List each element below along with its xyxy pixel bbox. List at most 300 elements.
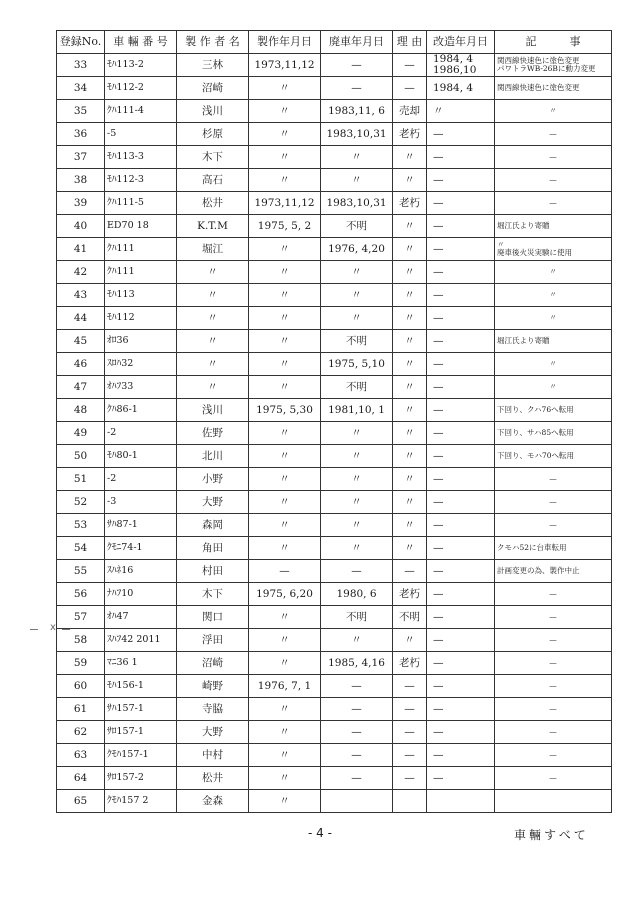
scrap-reason: 〃 bbox=[393, 514, 427, 537]
car-number: ｻﾛ157-1 bbox=[105, 721, 177, 744]
note: 廃車後火災実験に使用 bbox=[497, 248, 572, 258]
rebuild-date: — bbox=[433, 656, 444, 669]
scrap-reason: — bbox=[393, 675, 427, 698]
car-number: ｸﾊ86-1 bbox=[105, 399, 177, 422]
car-number: ﾏﾆ36 1 bbox=[105, 652, 177, 675]
rebuild-date-cell bbox=[427, 284, 495, 307]
table-body bbox=[57, 54, 612, 813]
rebuild-date: — bbox=[433, 564, 444, 577]
note-cell bbox=[495, 284, 612, 307]
margin-dash bbox=[30, 629, 38, 630]
scrap-date: 1975, 5,10 bbox=[321, 353, 393, 376]
build-date: 〃 bbox=[249, 698, 321, 721]
rebuild-date-cell bbox=[427, 790, 495, 813]
build-date: 〃 bbox=[249, 652, 321, 675]
header-car-number: 車 輛 番 号 bbox=[105, 31, 177, 54]
table-row bbox=[57, 629, 612, 652]
scrap-date: — bbox=[321, 54, 393, 77]
registration-no: 63 bbox=[57, 744, 105, 767]
scrap-reason: 〃 bbox=[393, 537, 427, 560]
registration-no: 42 bbox=[57, 261, 105, 284]
scrap-reason: 〃 bbox=[393, 353, 427, 376]
note: 〃 bbox=[497, 240, 505, 250]
car-number: ﾓﾊ113 bbox=[105, 284, 177, 307]
maker-name: 小野 bbox=[177, 468, 249, 491]
scrap-date: 不明 bbox=[321, 215, 393, 238]
scrap-date: 1983,11, 6 bbox=[321, 100, 393, 123]
rebuild-date-cell bbox=[427, 445, 495, 468]
table-row bbox=[57, 422, 612, 445]
scrap-date: 〃 bbox=[321, 514, 393, 537]
maker-name: 崎野 bbox=[177, 675, 249, 698]
maker-name: K.T.M bbox=[177, 215, 249, 238]
note: 〃 bbox=[549, 267, 557, 277]
note: — bbox=[549, 520, 557, 530]
scrap-reason: 〃 bbox=[393, 215, 427, 238]
rebuild-date: — bbox=[433, 311, 444, 324]
header-build-date: 製作年月日 bbox=[249, 31, 321, 54]
note-cell bbox=[495, 468, 612, 491]
build-date: 〃 bbox=[249, 261, 321, 284]
registration-no: 61 bbox=[57, 698, 105, 721]
note: — bbox=[549, 175, 557, 185]
maker-name: 松井 bbox=[177, 767, 249, 790]
registration-no: 48 bbox=[57, 399, 105, 422]
note-cell bbox=[495, 169, 612, 192]
rebuild-date-cell bbox=[427, 606, 495, 629]
table-row bbox=[57, 100, 612, 123]
scrap-reason: 〃 bbox=[393, 399, 427, 422]
build-date: 〃 bbox=[249, 422, 321, 445]
registration-no: 39 bbox=[57, 192, 105, 215]
note: 堀江氏より寄贈 bbox=[497, 221, 550, 231]
build-date: 1973,11,12 bbox=[249, 192, 321, 215]
build-date: 〃 bbox=[249, 767, 321, 790]
rebuild-date-cell bbox=[427, 54, 495, 77]
note-cell bbox=[495, 330, 612, 353]
rebuild-date: — bbox=[433, 472, 444, 485]
note-cell bbox=[495, 537, 612, 560]
scrap-reason: 老朽 bbox=[393, 192, 427, 215]
scrap-date: 〃 bbox=[321, 261, 393, 284]
build-date: 〃 bbox=[249, 353, 321, 376]
scrap-date: 〃 bbox=[321, 629, 393, 652]
scrap-date: — bbox=[321, 698, 393, 721]
rebuild-date: — bbox=[433, 265, 444, 278]
table-row bbox=[57, 675, 612, 698]
scrap-date: 〃 bbox=[321, 422, 393, 445]
rebuild-date: — bbox=[433, 495, 444, 508]
table-row bbox=[57, 284, 612, 307]
rebuild-date: — bbox=[433, 357, 444, 370]
car-number: ｸﾊ111-4 bbox=[105, 100, 177, 123]
registration-no: 36 bbox=[57, 123, 105, 146]
header-maker: 製 作 者 名 bbox=[177, 31, 249, 54]
scrap-reason: 老朽 bbox=[393, 123, 427, 146]
note-cell bbox=[495, 215, 612, 238]
rebuild-date: — bbox=[433, 541, 444, 554]
maker-name: 村田 bbox=[177, 560, 249, 583]
margin-mark: x bbox=[50, 622, 56, 633]
scrap-date: — bbox=[321, 675, 393, 698]
build-date: 〃 bbox=[249, 77, 321, 100]
scrap-reason bbox=[393, 790, 427, 813]
scrap-date: 不明 bbox=[321, 330, 393, 353]
header-notes: 記 事 bbox=[495, 31, 612, 54]
rebuild-date: — bbox=[433, 679, 444, 692]
rebuild-date: — bbox=[433, 748, 444, 761]
build-date: 〃 bbox=[249, 606, 321, 629]
maker-name: 松井 bbox=[177, 192, 249, 215]
build-date: 〃 bbox=[249, 721, 321, 744]
rebuild-date: — bbox=[433, 403, 444, 416]
rebuild-date: — bbox=[433, 127, 444, 140]
note: — bbox=[549, 635, 557, 645]
build-date: 1973,11,12 bbox=[249, 54, 321, 77]
build-date: 〃 bbox=[249, 445, 321, 468]
scrap-date: 〃 bbox=[321, 146, 393, 169]
rebuild-date: — bbox=[433, 426, 444, 439]
car-number: -3 bbox=[105, 491, 177, 514]
car-number: ｸﾊ111 bbox=[105, 238, 177, 261]
rebuild-date: 1984, 4 bbox=[433, 53, 474, 65]
build-date: 〃 bbox=[249, 169, 321, 192]
scrap-date: 〃 bbox=[321, 468, 393, 491]
registration-no: 37 bbox=[57, 146, 105, 169]
registration-no: 52 bbox=[57, 491, 105, 514]
note: — bbox=[549, 658, 557, 668]
note-cell bbox=[495, 123, 612, 146]
note-cell bbox=[495, 422, 612, 445]
build-date: 〃 bbox=[249, 307, 321, 330]
maker-name: 大野 bbox=[177, 491, 249, 514]
note: — bbox=[549, 750, 557, 760]
note-cell bbox=[495, 583, 612, 606]
rebuild-date-cell bbox=[427, 353, 495, 376]
note-cell bbox=[495, 790, 612, 813]
maker-name: 浮田 bbox=[177, 629, 249, 652]
build-date: 〃 bbox=[249, 376, 321, 399]
maker-name: 〃 bbox=[177, 353, 249, 376]
note-cell bbox=[495, 629, 612, 652]
table-row bbox=[57, 537, 612, 560]
scrap-reason: 老朽 bbox=[393, 652, 427, 675]
note-cell bbox=[495, 560, 612, 583]
note: — bbox=[549, 773, 557, 783]
registration-no: 41 bbox=[57, 238, 105, 261]
maker-name: 寺脇 bbox=[177, 698, 249, 721]
note: — bbox=[549, 497, 557, 507]
rebuild-date: — bbox=[433, 449, 444, 462]
scrap-date: — bbox=[321, 744, 393, 767]
build-date: 1975, 6,20 bbox=[249, 583, 321, 606]
registration-no: 44 bbox=[57, 307, 105, 330]
table-row bbox=[57, 376, 612, 399]
scrap-reason: 〃 bbox=[393, 629, 427, 652]
maker-name: 高石 bbox=[177, 169, 249, 192]
registration-no: 38 bbox=[57, 169, 105, 192]
build-date: 〃 bbox=[249, 123, 321, 146]
registration-no: 60 bbox=[57, 675, 105, 698]
scrap-reason: — bbox=[393, 744, 427, 767]
registration-no: 40 bbox=[57, 215, 105, 238]
car-number: ﾓﾊ112-2 bbox=[105, 77, 177, 100]
rebuild-date-cell bbox=[427, 100, 495, 123]
table-row bbox=[57, 238, 612, 261]
header-reason: 理 由 bbox=[393, 31, 427, 54]
scrap-reason: 〃 bbox=[393, 169, 427, 192]
scrap-reason: — bbox=[393, 721, 427, 744]
scrap-reason: 〃 bbox=[393, 330, 427, 353]
rebuild-date-cell bbox=[427, 215, 495, 238]
car-number: ｻﾊ87-1 bbox=[105, 514, 177, 537]
scrap-date bbox=[321, 790, 393, 813]
car-number: ｽﾊﾈ16 bbox=[105, 560, 177, 583]
rebuild-date-cell bbox=[427, 721, 495, 744]
note: — bbox=[549, 198, 557, 208]
maker-name: 中村 bbox=[177, 744, 249, 767]
registration-no: 43 bbox=[57, 284, 105, 307]
table-row bbox=[57, 146, 612, 169]
table-row bbox=[57, 560, 612, 583]
rebuild-date-cell bbox=[427, 698, 495, 721]
table-row bbox=[57, 790, 612, 813]
car-number: ﾓﾊ112 bbox=[105, 307, 177, 330]
table-row bbox=[57, 215, 612, 238]
rebuild-date: 〃 bbox=[433, 104, 444, 117]
note-cell bbox=[495, 675, 612, 698]
build-date: 〃 bbox=[249, 284, 321, 307]
rebuild-date: 1986,10 bbox=[433, 64, 477, 77]
note-cell bbox=[495, 353, 612, 376]
rebuild-date: — bbox=[433, 633, 444, 646]
note-cell bbox=[495, 77, 612, 100]
note: 関西線快速色に塗色変更 bbox=[497, 56, 580, 66]
table-row bbox=[57, 767, 612, 790]
rebuild-date: — bbox=[433, 702, 444, 715]
rebuild-date: — bbox=[433, 771, 444, 784]
registration-no: 58 bbox=[57, 629, 105, 652]
note: — bbox=[549, 727, 557, 737]
rebuild-date: — bbox=[433, 334, 444, 347]
build-date: 〃 bbox=[249, 514, 321, 537]
car-number: ｻﾛ157-2 bbox=[105, 767, 177, 790]
build-date: 〃 bbox=[249, 790, 321, 813]
note-cell bbox=[495, 399, 612, 422]
scrap-reason: 不明 bbox=[393, 606, 427, 629]
rebuild-date: — bbox=[433, 196, 444, 209]
maker-name: 森岡 bbox=[177, 514, 249, 537]
note: 計画変更の為、製作中止 bbox=[497, 566, 580, 576]
table-row bbox=[57, 169, 612, 192]
rebuild-date-cell bbox=[427, 307, 495, 330]
rebuild-date: — bbox=[433, 725, 444, 738]
note: 〃 bbox=[549, 382, 557, 392]
note-cell bbox=[495, 192, 612, 215]
scrap-date: 1981,10, 1 bbox=[321, 399, 393, 422]
header-scrap-date: 廃車年月日 bbox=[321, 31, 393, 54]
scrap-date: 不明 bbox=[321, 376, 393, 399]
rebuild-date: 1984, 4 bbox=[433, 81, 474, 94]
note: — bbox=[549, 704, 557, 714]
scrap-date: 1980, 6 bbox=[321, 583, 393, 606]
note-cell bbox=[495, 376, 612, 399]
scrap-reason: — bbox=[393, 767, 427, 790]
maker-name: 〃 bbox=[177, 330, 249, 353]
note: — bbox=[549, 612, 557, 622]
rebuild-date-cell bbox=[427, 537, 495, 560]
table-row bbox=[57, 261, 612, 284]
car-number: ﾓﾊ156-1 bbox=[105, 675, 177, 698]
maker-name: 〃 bbox=[177, 261, 249, 284]
scrap-date: — bbox=[321, 77, 393, 100]
car-number: ｽﾛﾊ32 bbox=[105, 353, 177, 376]
scrap-reason: 売却 bbox=[393, 100, 427, 123]
build-date: 〃 bbox=[249, 629, 321, 652]
scrap-date: 〃 bbox=[321, 445, 393, 468]
registration-no: 59 bbox=[57, 652, 105, 675]
build-date: 〃 bbox=[249, 491, 321, 514]
car-number: ｵﾊ47 bbox=[105, 606, 177, 629]
build-date: 1976, 7, 1 bbox=[249, 675, 321, 698]
rebuild-date-cell bbox=[427, 629, 495, 652]
rebuild-date: — bbox=[433, 587, 444, 600]
scrap-date: 〃 bbox=[321, 537, 393, 560]
car-number: -2 bbox=[105, 422, 177, 445]
scrap-reason: 老朽 bbox=[393, 583, 427, 606]
scrap-date: — bbox=[321, 560, 393, 583]
build-date: 〃 bbox=[249, 468, 321, 491]
scrap-reason: — bbox=[393, 54, 427, 77]
registration-no: 34 bbox=[57, 77, 105, 100]
rebuild-date-cell bbox=[427, 675, 495, 698]
registration-no: 45 bbox=[57, 330, 105, 353]
car-number: -2 bbox=[105, 468, 177, 491]
scrap-reason: 〃 bbox=[393, 422, 427, 445]
note-cell bbox=[495, 652, 612, 675]
rebuild-date-cell bbox=[427, 652, 495, 675]
scrap-date: 1983,10,31 bbox=[321, 123, 393, 146]
build-date: 〃 bbox=[249, 100, 321, 123]
registry-table bbox=[56, 30, 612, 813]
rebuild-date-cell bbox=[427, 123, 495, 146]
rebuild-date-cell bbox=[427, 583, 495, 606]
registration-no: 65 bbox=[57, 790, 105, 813]
note-cell bbox=[495, 606, 612, 629]
rebuild-date-cell bbox=[427, 77, 495, 100]
car-number: ｸﾓﾊ157 2 bbox=[105, 790, 177, 813]
maker-name: 沼崎 bbox=[177, 77, 249, 100]
header-rebuild-date: 改造年月日 bbox=[427, 31, 495, 54]
note: 〃 bbox=[549, 359, 557, 369]
scrap-reason: — bbox=[393, 698, 427, 721]
scrap-reason: 〃 bbox=[393, 307, 427, 330]
maker-name: 浅川 bbox=[177, 100, 249, 123]
scrap-date: 1983,10,31 bbox=[321, 192, 393, 215]
footer-title: 車輛すべて bbox=[514, 828, 589, 842]
maker-name: 〃 bbox=[177, 376, 249, 399]
note: 堀江氏より寄贈 bbox=[497, 336, 550, 346]
registration-no: 50 bbox=[57, 445, 105, 468]
maker-name: 〃 bbox=[177, 307, 249, 330]
car-number: ｸﾊ111 bbox=[105, 261, 177, 284]
registration-no: 46 bbox=[57, 353, 105, 376]
rebuild-date: — bbox=[433, 150, 444, 163]
scrap-date: 〃 bbox=[321, 307, 393, 330]
maker-name: 角田 bbox=[177, 537, 249, 560]
scrap-reason: 〃 bbox=[393, 491, 427, 514]
registration-no: 54 bbox=[57, 537, 105, 560]
build-date: 〃 bbox=[249, 146, 321, 169]
note-cell bbox=[495, 261, 612, 284]
scrap-reason: — bbox=[393, 560, 427, 583]
scrap-date: 〃 bbox=[321, 284, 393, 307]
scrap-date: 1985, 4,16 bbox=[321, 652, 393, 675]
note: — bbox=[549, 129, 557, 139]
note-cell bbox=[495, 100, 612, 123]
car-number: ﾓﾊ113-2 bbox=[105, 54, 177, 77]
note: 下回り、サハ85へ転用 bbox=[497, 428, 574, 438]
table-row bbox=[57, 399, 612, 422]
maker-name: 杉原 bbox=[177, 123, 249, 146]
note-cell bbox=[495, 307, 612, 330]
maker-name: 堀江 bbox=[177, 238, 249, 261]
scrap-date: 不明 bbox=[321, 606, 393, 629]
table-row bbox=[57, 744, 612, 767]
scrap-date: 〃 bbox=[321, 169, 393, 192]
scrap-date: — bbox=[321, 721, 393, 744]
car-number: ｵﾊﾌ33 bbox=[105, 376, 177, 399]
build-date: 1975, 5,30 bbox=[249, 399, 321, 422]
registration-no: 51 bbox=[57, 468, 105, 491]
build-date: 1975, 5, 2 bbox=[249, 215, 321, 238]
car-number: ｽﾊﾌ42 2011 bbox=[105, 629, 177, 652]
car-number: ﾓﾊ112-3 bbox=[105, 169, 177, 192]
rebuild-date: — bbox=[433, 219, 444, 232]
rebuild-date: — bbox=[433, 380, 444, 393]
maker-name: 沼崎 bbox=[177, 652, 249, 675]
rebuild-date: — bbox=[433, 242, 444, 255]
table-row bbox=[57, 54, 612, 77]
table-row bbox=[57, 514, 612, 537]
rebuild-date-cell bbox=[427, 514, 495, 537]
rebuild-date: — bbox=[433, 173, 444, 186]
note: 〃 bbox=[549, 106, 557, 116]
table-row bbox=[57, 698, 612, 721]
car-number: ED70 18 bbox=[105, 215, 177, 238]
note: — bbox=[549, 681, 557, 691]
scrap-reason: 〃 bbox=[393, 261, 427, 284]
note: 〃 bbox=[549, 290, 557, 300]
registration-no: 56 bbox=[57, 583, 105, 606]
note-cell bbox=[495, 146, 612, 169]
registration-no: 33 bbox=[57, 54, 105, 77]
car-number: ﾓﾊ80-1 bbox=[105, 445, 177, 468]
car-number: -5 bbox=[105, 123, 177, 146]
note-cell bbox=[495, 238, 612, 261]
table-row bbox=[57, 468, 612, 491]
table-row bbox=[57, 491, 612, 514]
registration-no: 62 bbox=[57, 721, 105, 744]
header-row bbox=[57, 31, 612, 54]
note: 関西線快速色に塗色変更 bbox=[497, 83, 580, 93]
note: クモハ52に台車転用 bbox=[497, 543, 567, 553]
rebuild-date-cell bbox=[427, 261, 495, 284]
note-cell bbox=[495, 445, 612, 468]
rebuild-date-cell bbox=[427, 238, 495, 261]
note-cell bbox=[495, 491, 612, 514]
maker-name: 金森 bbox=[177, 790, 249, 813]
